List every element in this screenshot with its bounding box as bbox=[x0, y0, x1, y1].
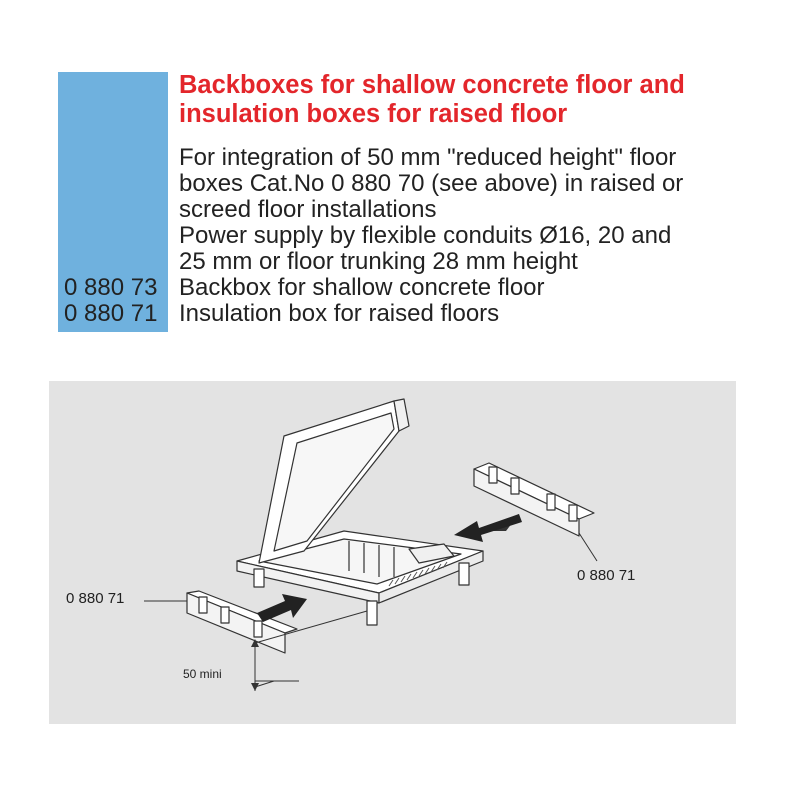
dimension-label: 50 mini bbox=[183, 667, 222, 681]
description-line-4: Power supply by flexible conduits Ø16, 20 and bbox=[179, 222, 672, 249]
description-line-5: 25 mm or floor trunking 28 mm height bbox=[179, 248, 578, 275]
description-line-3: screed floor installations bbox=[179, 196, 437, 223]
callout-left: 0 880 71 bbox=[66, 590, 125, 607]
description bbox=[179, 145, 789, 275]
title-line-1: Backboxes for shallow concrete floor and bbox=[179, 71, 685, 99]
callout-right: 0 880 71 bbox=[577, 567, 636, 584]
foot-icon bbox=[367, 601, 377, 625]
left-insulation-box-icon bbox=[187, 591, 297, 653]
arrow-right-icon bbox=[257, 594, 307, 622]
catalogue-number: 0 880 73 bbox=[64, 274, 158, 301]
item-label: Backbox for shallow concrete floor bbox=[179, 274, 545, 301]
item-label: Insulation box for raised floors bbox=[179, 300, 500, 327]
section-title bbox=[179, 71, 789, 129]
arrow-left-icon bbox=[454, 514, 522, 542]
product-illustration bbox=[49, 381, 736, 724]
item-labels bbox=[179, 275, 789, 327]
foot-icon bbox=[459, 563, 469, 585]
foot-icon bbox=[254, 569, 264, 587]
title-line-2: insulation boxes for raised floor bbox=[179, 100, 568, 128]
catalogue-numbers bbox=[64, 275, 174, 327]
catalogue-number: 0 880 71 bbox=[64, 300, 158, 327]
description-line-2: boxes Cat.No 0 880 70 (see above) in raised or bbox=[179, 170, 684, 197]
description-line-1: For integration of 50 mm "reduced height" floor bbox=[179, 144, 677, 171]
floor-box-drawing bbox=[49, 381, 736, 724]
